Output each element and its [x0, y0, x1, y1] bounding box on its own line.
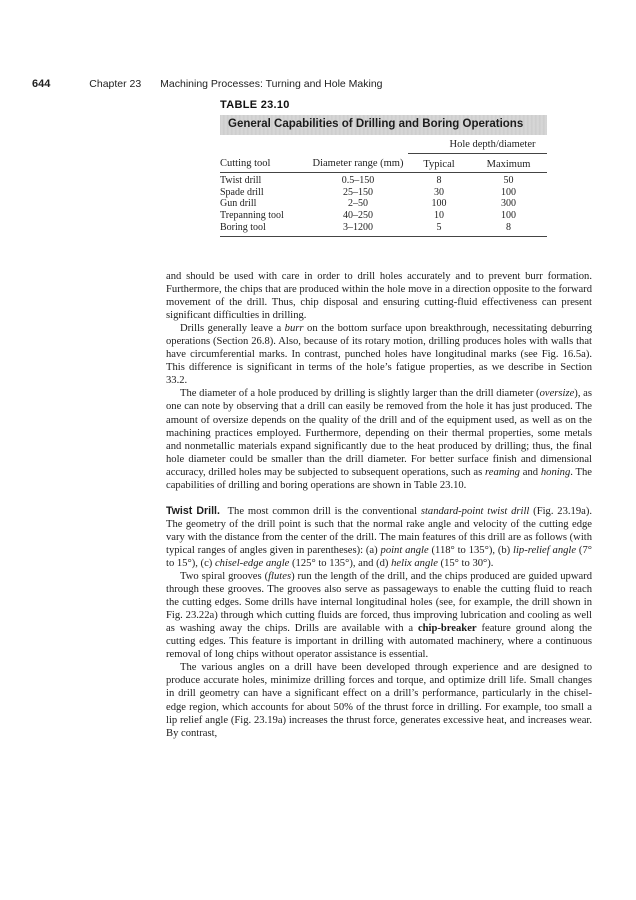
table-cell: 8: [436, 175, 442, 187]
table-cell: Gun drill: [220, 198, 257, 210]
paragraph: and should be used with care in order to drill holes accurately and to prevent burr formation. Furthermore, the chips that are produced within the hole move in a direction opposite to the forward movement of the drill. Thus, chip disposal and ensuring cutting-fluid effectiveness can present significant difficulties in drilling.: [166, 271, 592, 322]
running-header: [32, 78, 592, 90]
table-label: TABLE 23.10: [220, 99, 290, 111]
chapter-title: Machining Processes: Turning and Hole Making: [160, 78, 383, 90]
table-cell: 25–150: [343, 186, 373, 198]
table-cell: 300: [501, 198, 516, 210]
column-header: Maximum: [470, 153, 547, 173]
column-header: Typical: [408, 153, 470, 173]
table-cell: 30: [434, 186, 444, 198]
table-title: General Capabilities of Drilling and Boring Operations: [228, 118, 524, 130]
paragraph: The diameter of a hole produced by drilling is slightly larger than the drill diameter (oversize), as one can note by observing that a drill can easily be removed from the hole it has just produced. The amount of oversize depends on the quality of the drill and of the equipment used, as well as on the machining practices employed. Furthermore, depending on their thermal properties, some metals and nonmetallic materials expand significantly due to the heat produced by drilling; thus, the final hole diameter could be smaller than the drill diameter. For better surface finish and dimensional accuracy, drilled holes may be subjected to subsequent operations, such as reaming and honing. The capabilities of drilling and boring operations are shown in Table 23.10.: [166, 388, 593, 491]
paragraph: Two spiral grooves (flutes) run the length of the drill, and the chips produced are guided upward through these grooves. The grooves also serve as passageways to enable the cutting fluid to reach the cutting edges. Some drills have internal longitudinal holes (see, for example, the drill shown in Fig. 23.22a) through which cutting fluids are forced, thus improving lubrication and cooling as well as washing away the chips. Drills are available with a chip-breaker feature ground along the cutting edges. This feature is important in drilling with automated machinery, where a continuous removal of long chips without operator assistance is essential.: [166, 571, 592, 661]
table-cell: 100: [501, 186, 516, 198]
table-row: [220, 210, 547, 222]
paragraph-twist-drill: Twist Drill. The most common drill is the conventional standard-point twist drill (Fig. 23.19a). The geometry of the drill point is such that the normal rake angle and velocity of the cutting edge vary with the distance from the center of the drill. The main features of this drill are as follows (with typical ranges of angles given in parentheses): (a) point angle (118° to 135°), (b) lip-relief angle (7° to 15°), (c) chisel-edge angle (125° to 135°), and (d) helix angle (15° to 30°).: [166, 504, 593, 569]
table-row: [220, 187, 547, 199]
table-cell: 100: [431, 198, 447, 210]
table-cell: 3–1200: [308, 222, 408, 237]
chapter-label: Chapter 23: [89, 78, 142, 90]
table-row: [220, 198, 547, 210]
table-row: [220, 173, 547, 187]
table-cell: Spade drill: [220, 186, 264, 198]
table-cell: 0.5–150: [341, 175, 375, 187]
table-cell: Twist drill: [220, 175, 262, 187]
section-run-in-heading: Twist Drill.: [166, 504, 220, 517]
capabilities-table: [220, 139, 547, 237]
column-header: Cutting tool: [220, 153, 308, 173]
table-cell: Boring tool: [220, 222, 308, 237]
table-cell: 2–50: [348, 198, 368, 210]
table-cell: 10: [434, 209, 444, 221]
column-header: Diameter range (mm): [308, 153, 408, 173]
table-cell: 50: [503, 175, 514, 187]
column-group-header: Hole depth/diameter: [408, 139, 547, 153]
paragraph: Drills generally leave a burr on the bottom surface upon breakthrough, necessitating deburring operations (Section 26.8). Also, because of its rotary motion, drilling produces holes with walls that have circumferential marks. In contrast, punched holes have longitudinal marks (see Fig. 16.5a). This difference is significant in terms of the hole’s fatigue properties, as we describe in Section 33.2.: [166, 323, 593, 387]
table-title-banner: [220, 115, 547, 135]
paragraph: The various angles on a drill have been developed through experience and are designed to produce accurate holes, minimize drilling forces and torque, and optimize drill life. Small changes in drill geometry can have a significant effect on a drill’s performance, particularly in the chisel-edge region, which accounts for about 50% of the thrust force in drilling. For example, too small a lip relief angle (Fig. 23.19a) increases the thrust force, generates excessive heat, and increases wear. By contrast,: [166, 662, 592, 739]
page-number: 644: [32, 78, 51, 90]
table-cell: Trepanning tool: [220, 209, 284, 221]
body-text: [166, 270, 592, 740]
table-cell: 8: [470, 222, 547, 237]
table-cell: 5: [408, 222, 470, 237]
table-cell: 40–250: [343, 209, 373, 221]
table-cell: 100: [501, 209, 516, 221]
table-row: [220, 222, 547, 237]
